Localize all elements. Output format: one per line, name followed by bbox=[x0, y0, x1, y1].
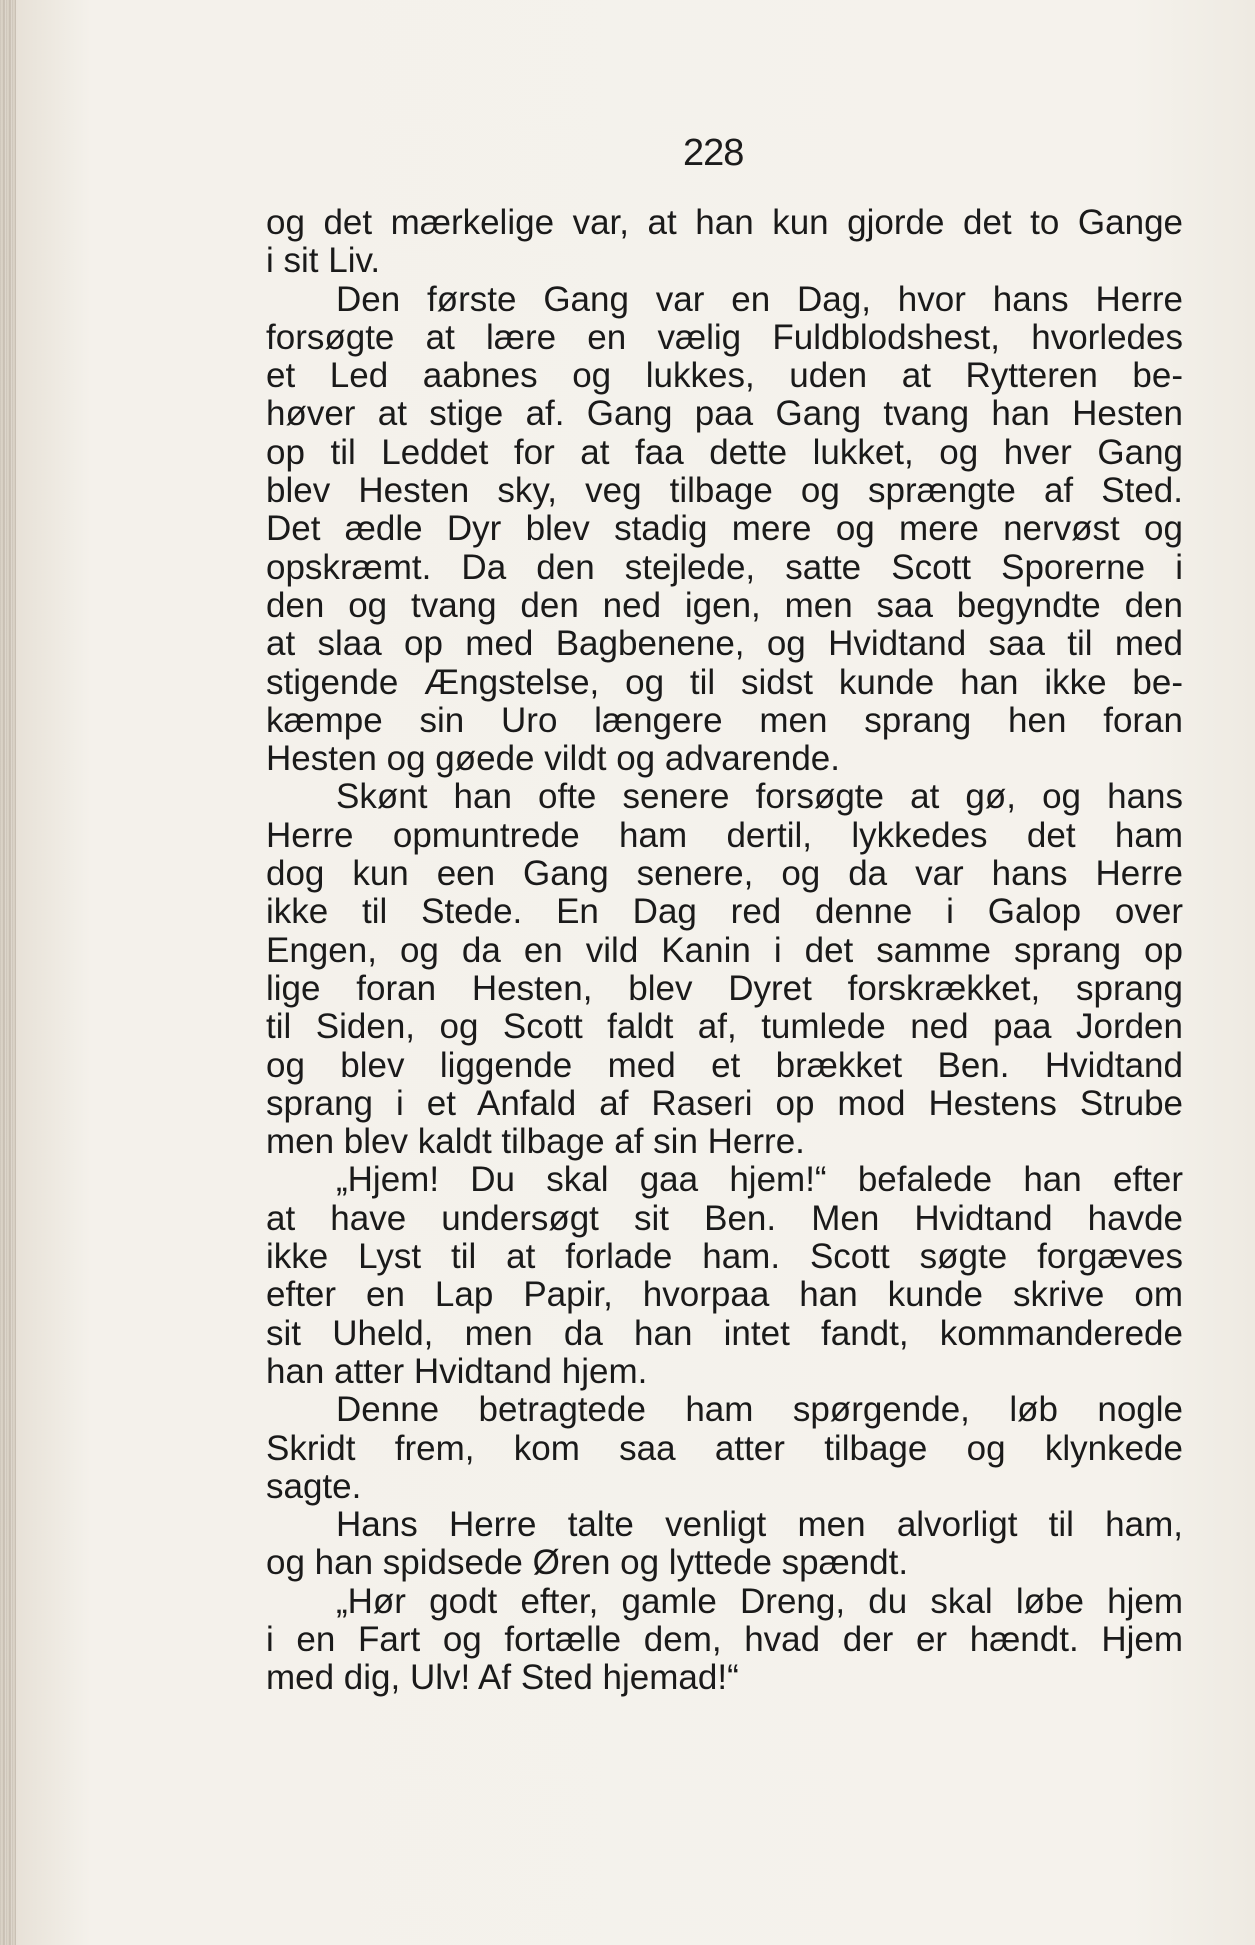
text-line: den og tvang den ned igen, men saa begyndte den bbox=[266, 586, 1183, 625]
text-line: at slaa op med Bagbenene, og Hvidtand saa til med bbox=[266, 625, 1183, 664]
text-line: stigende Ængstelse, og til sidst kunde han ikke be- bbox=[266, 663, 1183, 702]
text-line: han atter Hvidtand hjem. bbox=[266, 1352, 648, 1391]
text-line: og han spidsede Øren og lyttede spændt. bbox=[266, 1544, 909, 1583]
book-page bbox=[16, 0, 1255, 1945]
text-line: Den første Gang var en Dag, hvor hans Herre bbox=[336, 280, 1183, 319]
text-line: med dig, Ulv! Af Sted hjemad!“ bbox=[266, 1659, 739, 1698]
text-line: til Siden, og Scott faldt af, tumlede ned paa Jorden bbox=[266, 1008, 1183, 1047]
text-line: „Hjem! Du skal gaa hjem!“ befalede han efter bbox=[336, 1161, 1183, 1200]
text-line: Hans Herre talte venligt men alvorligt til ham, bbox=[336, 1506, 1183, 1545]
text-line: sagte. bbox=[266, 1467, 362, 1506]
text-line: og det mærkelige var, at han kun gjorde det to Gange bbox=[266, 204, 1183, 242]
text-line: blev Hesten sky, veg tilbage og sprængte af Sted. bbox=[266, 472, 1183, 511]
text-line: høver at stige af. Gang paa Gang tvang han Hesten bbox=[266, 395, 1183, 434]
page-number: 228 bbox=[683, 132, 744, 174]
text-line: kæmpe sin Uro længere men sprang hen foran bbox=[266, 701, 1183, 740]
text-line: i en Fart og fortælle dem, hvad der er hændt. Hjem bbox=[266, 1620, 1183, 1659]
text-line: men blev kaldt tilbage af sin Herre. bbox=[266, 1123, 805, 1162]
text-line: opskræmt. Da den stejlede, satte Scott Sporerne i bbox=[266, 548, 1183, 587]
text-line: sit Uheld, men da han intet fandt, kommanderede bbox=[266, 1314, 1183, 1353]
text-line: Skønt han ofte senere forsøgte at gø, og hans bbox=[336, 778, 1183, 817]
text-line: Hesten og gøede vildt og advarende. bbox=[266, 740, 840, 779]
text-line: i sit Liv. bbox=[266, 242, 381, 281]
text-line: at have undersøgt sit Ben. Men Hvidtand havde bbox=[266, 1199, 1183, 1238]
text-line: forsøgte at lære en vælig Fuldblodshest, hvorledes bbox=[266, 318, 1183, 357]
text-line: efter en Lap Papir, hvorpaa han kunde skrive om bbox=[266, 1276, 1183, 1315]
text-line: Denne betragtede ham spørgende, løb nogle bbox=[336, 1391, 1183, 1430]
text-line: ikke Lyst til at forlade ham. Scott søgte forgæves bbox=[266, 1238, 1183, 1277]
text-line: Herre opmuntrede ham dertil, lykkedes det ham bbox=[266, 816, 1183, 855]
book-binding-edge bbox=[0, 0, 16, 1945]
text-line: „Hør godt efter, gamle Dreng, du skal løbe hjem bbox=[336, 1582, 1183, 1621]
text-line: lige foran Hesten, blev Dyret forskrækket, sprang bbox=[266, 969, 1183, 1008]
body-text bbox=[266, 204, 1183, 1698]
text-line: sprang i et Anfald af Raseri op mod Hestens Strube bbox=[266, 1084, 1183, 1123]
text-line: Engen, og da en vild Kanin i det samme sprang op bbox=[266, 931, 1183, 970]
text-line: og blev liggende med et brækket Ben. Hvidtand bbox=[266, 1046, 1183, 1085]
text-line: et Led aabnes og lukkes, uden at Rytteren be- bbox=[266, 357, 1183, 396]
text-line: ikke til Stede. En Dag red denne i Galop over bbox=[266, 893, 1183, 932]
text-line: Skridt frem, kom saa atter tilbage og klynkede bbox=[266, 1429, 1183, 1468]
text-line: Det ædle Dyr blev stadig mere og mere nervøst og bbox=[266, 510, 1183, 549]
text-line: dog kun een Gang senere, og da var hans Herre bbox=[266, 855, 1183, 894]
text-line: op til Leddet for at faa dette lukket, og hver Gang bbox=[266, 433, 1183, 472]
